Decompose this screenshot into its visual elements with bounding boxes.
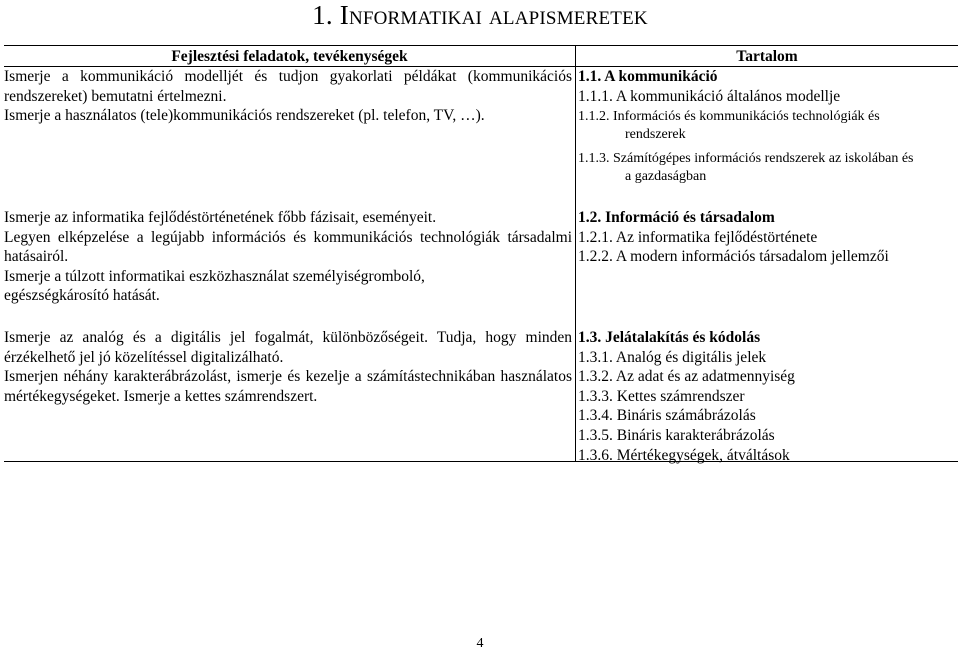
task-text: Ismerje a kommunikáció modelljét és tudjon gyakorlati példákat (kommunikációs rendszereket) bemutatni értelmezni. [4, 68, 572, 105]
topic-item: 1.3.2. Az adat és az adatmennyiség [578, 368, 795, 386]
task-text: Ismerje az analóg és a digitális jel fogalmát, különbözőségeit. Tudja, hogy minden érzékelhető jel jó közelítéssel digitalizálható. [4, 329, 572, 366]
table-row [4, 328, 958, 464]
task-text: Ismerje a túlzott informatikai eszközhasználat személyiségromboló, egészségkárosító hatását. [4, 267, 425, 305]
header-tasks: Fejlesztési feladatok, tevékenységek [171, 48, 408, 65]
table-header [4, 46, 958, 67]
table-row [4, 208, 958, 328]
topic-item: 1.3.4. Bináris számábrázolás [578, 407, 756, 425]
topic-item: rendszerek [625, 127, 686, 143]
topic-item: 1.2.2. A modern információs társadalom jellemzői [578, 248, 889, 266]
content-table [4, 45, 958, 462]
task-text: Ismerjen néhány karakterábrázolást, ismerje és kezelje a számítástechnikában használatos mértékegységeket. Ismerje a kettes számrendszert. [4, 368, 572, 405]
topic-item: 1.1.1. A kommunikáció általános modellje [578, 87, 841, 105]
topic-item: 1.3.1. Analóg és digitális jelek [578, 348, 767, 366]
task-text: Legyen elképzelése a legújabb információs és kommunikációs technológiák társadalmi hatásairól. [4, 228, 572, 266]
topic-item: 1.3.5. Bináris karakterábrázolás [578, 426, 775, 444]
topic-item: 1.2.1. Az informatika fejlődéstörténete [578, 228, 818, 246]
task-text: Ismerje az informatika fejlődéstörténetének főbb fázisait, eseményeit. [4, 209, 437, 226]
page-title: 1. Informatikai alapismeretek [312, 0, 648, 30]
section-heading: 1.3. Jelátalakítás és kódolás [578, 329, 761, 346]
topic-item: 1.1.2. Információs és kommunikációs technológiák és [578, 109, 880, 125]
table-row [4, 67, 958, 208]
topic-item: 1.3.6. Mértékegységek, átváltások [578, 446, 790, 464]
topic-item: a gazdaságban [625, 169, 707, 185]
section-heading: 1.1. A kommunikáció [578, 68, 718, 85]
task-text: Ismerje a használatos (tele)kommunikációs rendszereket (pl. telefon, TV, …). [4, 107, 485, 125]
page-number: 4 [476, 636, 484, 651]
topic-item: 1.3.3. Kettes számrendszer [578, 387, 745, 405]
topic-item: 1.1.3. Számítógépes információs rendszerek az iskolában és [578, 151, 914, 167]
section-heading: 1.2. Információ és társadalom [578, 209, 775, 226]
header-content: Tartalom [736, 48, 798, 65]
